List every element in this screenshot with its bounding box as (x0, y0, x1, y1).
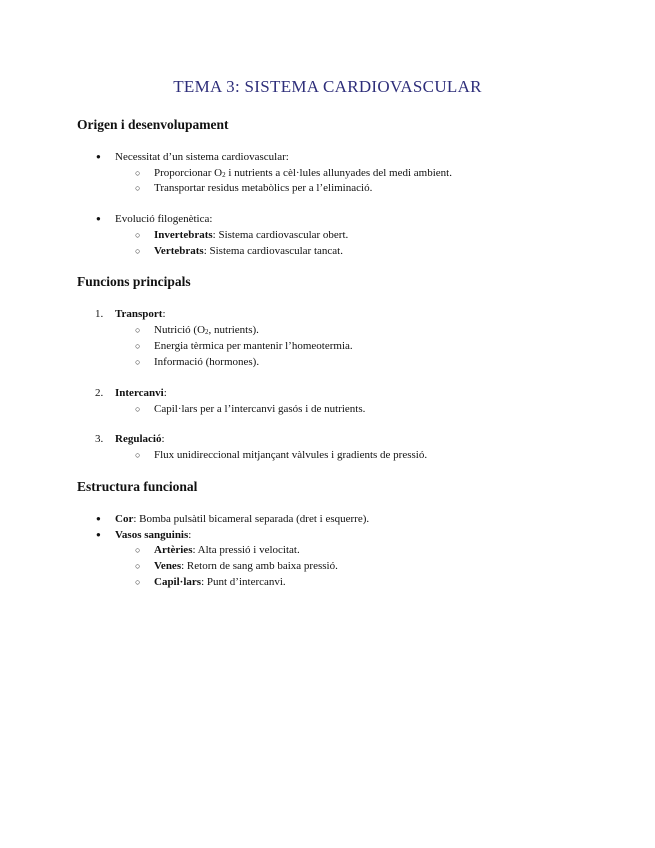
numbered-item-transport (95, 307, 166, 321)
bullet-icon: ● (96, 152, 101, 161)
list-number: 1. (95, 308, 104, 320)
list-item-text: : Bomba pulsàtil bicameral separada (dret i esquerre). (133, 513, 370, 525)
circle-bullet-icon: ○ (135, 230, 141, 240)
circle-bullet-icon: ○ (135, 450, 141, 460)
sub-list-item-capillars (135, 402, 366, 416)
bold-term: Regulació (115, 433, 162, 445)
sub-list-item-vertebrats (135, 244, 343, 258)
bullet-icon: ● (96, 530, 101, 539)
list-item-cor (96, 512, 370, 526)
section-heading-origen: Origen i desenvolupament (77, 117, 229, 132)
list-item-text: Energia tèrmica per mantenir l’homeotermia. (154, 340, 353, 352)
circle-bullet-icon: ○ (135, 577, 141, 587)
circle-bullet-icon: ○ (135, 183, 141, 193)
sub-list-item-invertebrats (135, 228, 349, 242)
circle-bullet-icon: ○ (135, 561, 141, 571)
list-item-vasos (96, 528, 192, 542)
circle-bullet-icon: ○ (135, 325, 141, 335)
circle-bullet-icon: ○ (135, 404, 141, 414)
sub-list-item-informacio (135, 355, 260, 369)
bullet-icon: ● (96, 214, 101, 223)
circle-bullet-icon: ○ (135, 341, 141, 351)
sub-list-item-arteries (135, 543, 300, 557)
sub-list-item-venes (135, 559, 338, 573)
list-item-text: : Sistema cardiovascular tancat. (203, 245, 343, 257)
list-item-text: i nutrients a cèl·lules allunyades del medi ambient. (225, 167, 452, 179)
bold-term: Venes (154, 560, 182, 572)
list-item-text: : (161, 433, 165, 445)
circle-bullet-icon: ○ (135, 246, 141, 256)
page-title: TEMA 3: SISTEMA CARDIOVASCULAR (173, 77, 482, 96)
list-item-text: : Sistema cardiovascular obert. (212, 229, 349, 241)
section-heading-funcions: Funcions principals (77, 274, 191, 289)
sub-list-item-nutricio (135, 323, 259, 337)
list-item-text: Proporcionar O (154, 167, 223, 179)
list-item-evolucio (96, 212, 213, 226)
bullet-icon: ● (96, 514, 101, 523)
list-item-text: : (162, 308, 166, 320)
list-item-text: : Punt d’intercanvi. (201, 576, 286, 588)
list-item-text: : (188, 529, 192, 541)
list-item-text: Nutrició (O (154, 324, 206, 336)
bold-term: Vertebrats (154, 245, 204, 257)
circle-bullet-icon: ○ (135, 545, 141, 555)
subscript-text: 2 (222, 171, 226, 179)
bold-term: Capil·lars (154, 576, 202, 588)
list-item-text: : (163, 387, 167, 399)
circle-bullet-icon: ○ (135, 168, 141, 178)
numbered-item-intercanvi (95, 386, 167, 400)
sub-list-item-capillars-estructura (135, 575, 286, 589)
list-item-text: : Alta pressió i velocitat. (192, 544, 300, 556)
list-item-text: Necessitat d’un sistema cardiovascular: (115, 151, 289, 163)
numbered-item-regulacio (95, 432, 165, 446)
bold-term: Intercanvi (115, 387, 164, 399)
list-item-text: Evolució filogenètica: (115, 213, 213, 225)
list-item-text: Capil·lars per a l’intercanvi gasós i de nutrients. (154, 403, 366, 415)
list-item-text: , nutrients). (208, 324, 259, 336)
bold-term: Transport (115, 308, 163, 320)
sub-list-item-flux (135, 448, 428, 462)
subscript-text: 2 (205, 328, 209, 336)
section-heading-estructura: Estructura funcional (77, 479, 198, 494)
bold-term: Vasos sanguinis (115, 529, 189, 541)
bold-term: Artèries (154, 544, 193, 556)
list-item-text: Transportar residus metabòlics per a l’eliminació. (154, 182, 373, 194)
bold-term: Invertebrats (154, 229, 213, 241)
list-item-text: Informació (hormones). (154, 356, 260, 368)
list-number: 2. (95, 387, 104, 399)
list-item-text: Flux unidireccional mitjançant vàlvules i gradients de pressió. (154, 449, 428, 461)
circle-bullet-icon: ○ (135, 357, 141, 367)
list-item-necessitat (96, 150, 289, 164)
bold-term: Cor (115, 513, 134, 525)
list-item-text: : Retorn de sang amb baixa pressió. (181, 560, 338, 572)
sub-list-item-transportar (135, 181, 373, 195)
sub-list-item-proporcionar (135, 166, 452, 180)
list-number: 3. (95, 433, 104, 445)
sub-list-item-energia (135, 339, 353, 353)
